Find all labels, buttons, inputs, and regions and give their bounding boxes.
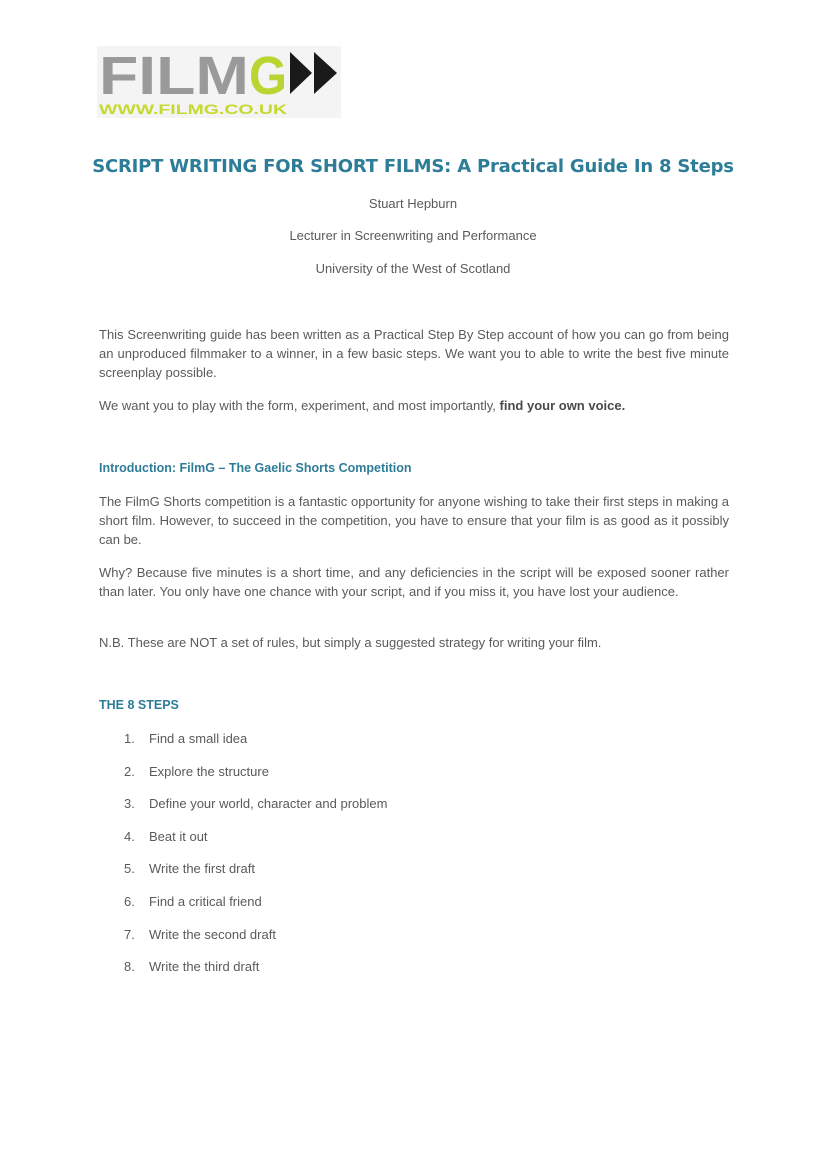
step-number: 4. — [124, 828, 135, 844]
step-label: Define your world, character and problem — [149, 796, 388, 812]
step-label: Explore the structure — [149, 763, 269, 779]
step-number: 8. — [124, 959, 135, 975]
step-number: 1. — [124, 731, 135, 746]
step-label: Write the third draft — [149, 959, 260, 975]
step-label: Write the second draft — [149, 926, 276, 942]
list-item — [99, 729, 599, 762]
author-role: Lecturer in Screenwriting and Performance — [289, 228, 537, 243]
step-number: 5. — [124, 861, 135, 877]
author-institution: University of the West of Scotland — [315, 261, 511, 276]
logo-brand-text-film: FILM — [99, 46, 249, 106]
logo-brand-text-g: G — [249, 46, 287, 106]
step-number: 2. — [124, 763, 135, 779]
intro-paragraph: This Screenwriting guide has been written as a Practical Step By Step account of how you can go from being an unproduced filmmaker to a winner, in a few basic steps. We want you to able to write the best five minute screenplay possible. — [99, 327, 729, 380]
filmg-logo — [97, 46, 341, 118]
step-number: 7. — [124, 926, 135, 942]
author-name: Stuart Hepburn — [368, 196, 458, 211]
list-item — [99, 892, 599, 925]
step-label: Find a critical friend — [149, 893, 262, 909]
steps-list — [99, 729, 599, 990]
list-item — [99, 794, 599, 827]
list-item — [99, 762, 599, 795]
list-item — [99, 925, 599, 958]
step-number: 3. — [124, 796, 135, 812]
step-label: Write the first draft — [149, 861, 255, 877]
section-heading-introduction: Introduction: FilmG – The Gaelic Shorts Competition — [99, 461, 412, 475]
intro-paragraph-voice — [99, 396, 729, 415]
intro-voice-text: We want you to play with the form, experiment, and most importantly, — [99, 398, 500, 413]
list-item — [99, 827, 599, 860]
step-label: Find a small idea — [149, 731, 248, 746]
step-number: 6. — [124, 893, 135, 909]
competition-paragraph: The FilmG Shorts competition is a fantastic opportunity for anyone wishing to take their first steps in making a short film. However, to succeed in the competition, you have to ensure that your film is as good as it possibly can be. — [99, 494, 729, 547]
section-heading-steps: THE 8 STEPS — [99, 698, 179, 712]
step-label: Beat it out — [149, 828, 208, 844]
list-item — [99, 957, 599, 990]
why-paragraph: Why? Because five minutes is a short time, and any deficiencies in the script will be exposed sooner rather than later. You only have one chance with your script, and if you miss it, you have lost your audience. — [99, 565, 729, 599]
intro-voice-emphasis: find your own voice. — [499, 398, 626, 413]
logo-url: WWW.FILMG.CO.UK — [99, 101, 287, 117]
list-item — [99, 859, 599, 892]
note-paragraph: N.B. These are NOT a set of rules, but simply a suggested strategy for writing your film. — [99, 635, 602, 650]
page-title: SCRIPT WRITING FOR SHORT FILMS: A Practical Guide In 8 Steps — [92, 156, 734, 177]
